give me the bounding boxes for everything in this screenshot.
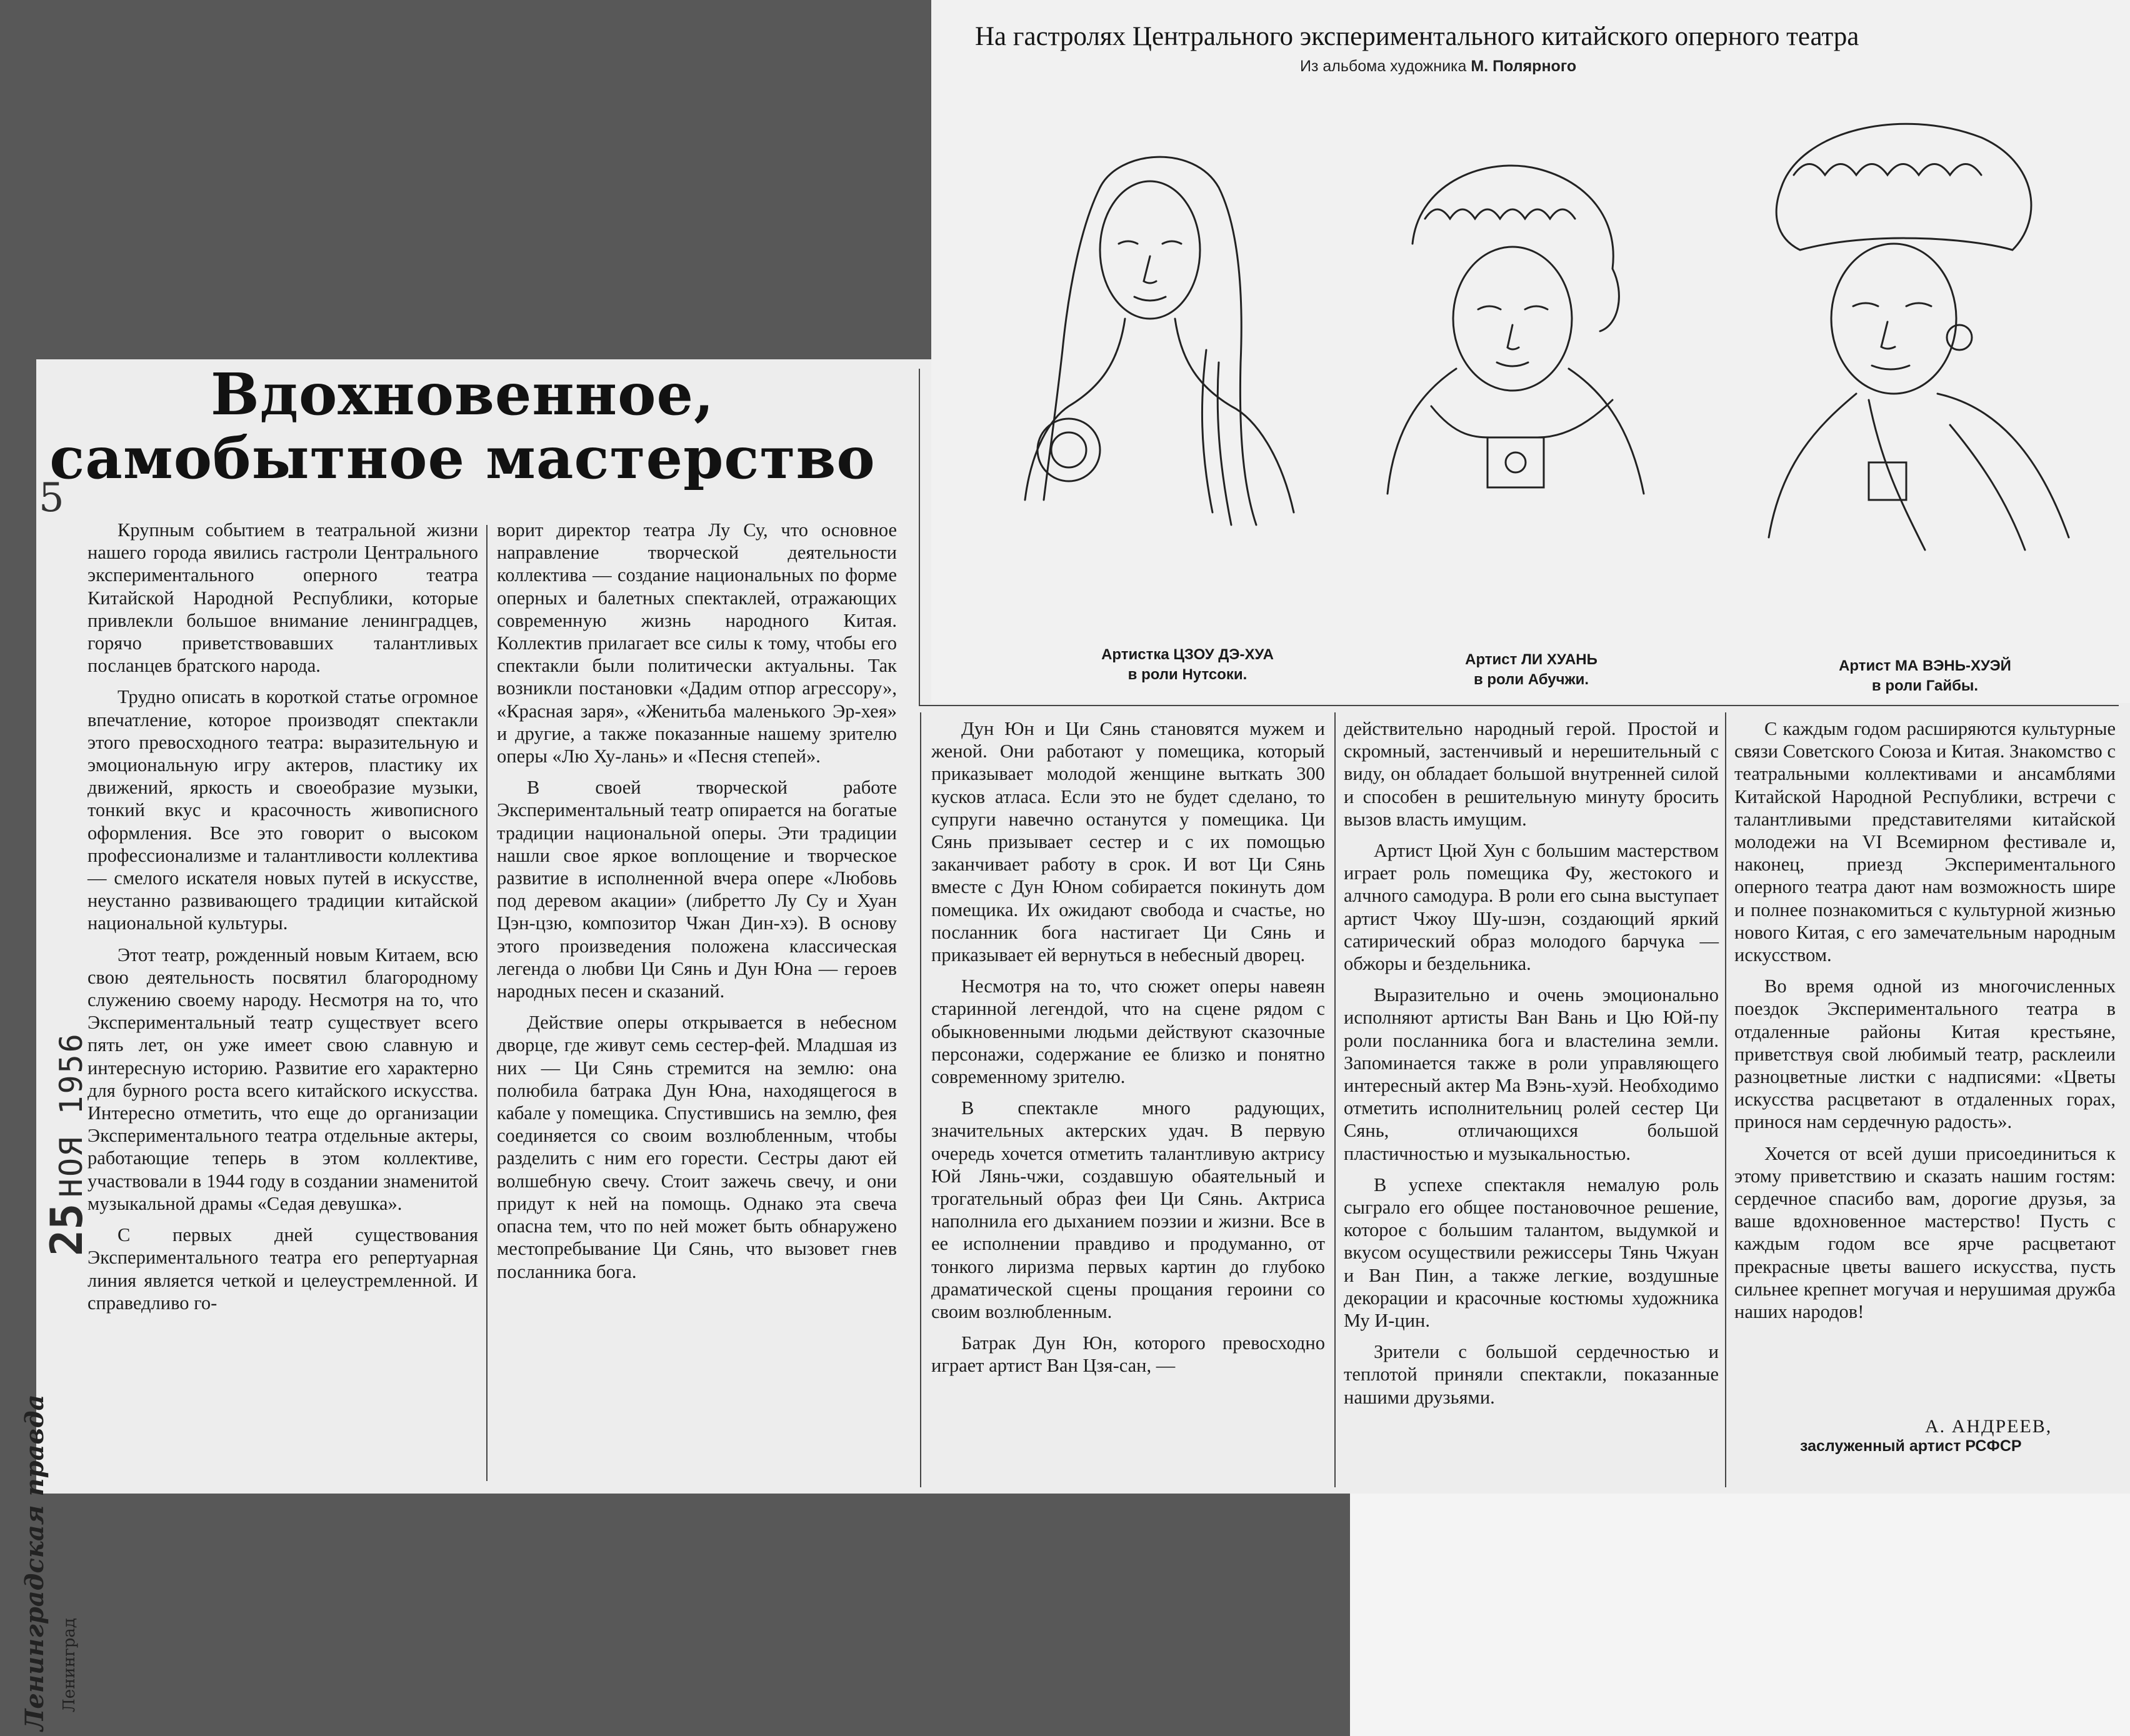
caption-1-line1: Артистка ЦЗОУ ДЭ-ХУА [1101,646,1274,663]
illustration-bottom-rule [919,705,2119,706]
col5-paragraph: С каждым годом расширяются культурные связи Советского Союза и Китая. Знакомство с театральными коллективами и ансамблями Китайской Народной Республики, встречи с талантливыми представителями китайской молодежи на VI Всемирном фестивале и, наконец, приезд Экспериментального оперного театра дают нам возможность шире и полнее познакомиться с культурной жизнью нового Китая, с его замечательным народным искусством. [1734,718,2116,966]
newspaper-masthead [20,1395,49,1732]
caption-3-line2: в роли Гайбы. [1871,677,1979,694]
col2-paragraph: В своей творческой работе Экспериментальный театр опирается на богатые традиции национальной оперы. Эти традиции нашли свое яркое воплощение и творческое развитие в исполненной вчера опере «Любовь под деревом акации» (либретто Лу Су и Хуан Цэн-цзю, композитор Чжан Дин-хэ). В основу этого произведения положена классическая легенда о любви Ци Сянь и Дун Юна — героев народных песен и сказаний. [497,777,897,1002]
illustration-title: На гастролях Центрального экспериментального китайского оперного театра [975,22,1859,51]
caption-1-line2: в роли Нутсоки. [1128,666,1248,683]
masthead-city: Ленинград [60,1618,79,1712]
col1-paragraph: Крупным событием в театральной жизни нашего города явились гастроли Центрального экспериментального оперного театра Китайской Народной Республики, которые привлекли большое внимание ленинградцев, горячо приветствовавших талантливых посланцев братского народа. [88,519,478,677]
col4-paragraph: Артист Цюй Хун с большим мастерством играет роль помещика Фу, жестокого и алчного самодура. В роли его сына выступает артист Чжоу Шу-шэн, создающий яркий сатирический образ молодого барчука — обжоры и бездельника. [1344,840,1719,975]
col4-paragraph: Зрители с большой сердечностью и теплотой приняли спектакли, показанные нашими друзьями. [1344,1341,1719,1408]
col5-paragraph: Хочется от всей души присоединиться к этому приветствию и сказать нашим гостям: сердечное спасибо вам, дорогие друзья, за ваше вдохновенное мастерство! Пусть с каждым годом все ярче расцветают прекрасные цветы вашего искусства, пусть сильнее крепнет могучая и нерушимая дружба наших народов! [1734,1142,2116,1323]
dark-backing-top [0,0,931,359]
column-rule-1 [486,525,488,1481]
masthead-city-line [60,1618,79,1712]
article-column-3 [931,717,1325,1386]
article-column-1 [88,519,478,1323]
headline-line2: самобытное мастерство [49,424,876,492]
col1-paragraph: Трудно описать в короткой статье огромное впечатление, которое производят спектакли этого превосходного театра: выразительную и эмоциональную игру актеров, пластику их движений, яркость и своеобразие музыки, тонкий вкус и красочность живописного оформления. Все это говорит о высоком профессионализме и талантливости коллектива — смелого искателя новых путей в искусстве, неустанно развивающего традиции китайской национальной культуры. [88,686,478,934]
caption-2 [1369,650,1694,690]
margin-mark: 5 [39,475,64,521]
col1-paragraph: С первых дней существования Экспериментального театра его репертуарная линия является четкой и целеустремленной. И справедливо го- [88,1224,478,1314]
col4-paragraph: В успехе спектакля немалую роль сыграло его общее постановочное решение, которое с большим талантом, выдумкой и вкусом осуществили режиссеры Тянь Чжуан и Ван Пин, а также легкие, воздушные декорации и красочные костюмы художника Му И-цин. [1344,1174,1719,1332]
caption-2-line1: Артист ЛИ ХУАНЬ [1465,651,1598,668]
column-rule-2 [920,712,921,1487]
caption-3 [1762,656,2088,696]
caption-2-line2: в роли Абучжи. [1473,671,1589,688]
caption-3-line1: Артист МА ВЭНЬ-ХУЭЙ [1839,657,2011,674]
col2-paragraph: Действие оперы открывается в небесном дворце, где живут семь сестер-фей. Младшая из них — Ци Сянь стремится на землю: она полюбила батрака Дун Юна, находящегося в кабале у помещика. Спустившись на землю, фея соединяется со своим возлюбленным, чтобы разделить с ним его горести. Сестры дают ей волшебную свечу. Стоит зажечь свечу, и они придут к ней на помощь. Однако эта свеча опасна тем, что по ней может быть обнаружено местопребывание Ци Сянь, что вызовет гнев посланника бога. [497,1012,897,1282]
caption-1 [1025,645,1350,685]
illustration-subtitle [1300,57,1576,76]
author-name: А. АНДРЕЕВ, [1925,1416,2052,1437]
col3-paragraph: Дун Юн и Ци Сянь становятся мужем и женой. Они работают у помещика, который приказывает молодой женщине выткать 300 кусков атласа. Если это не будет сделано, то супруги навечно останутся у помещика. Ци Сянь призывает сестер и с их помощью заканчивает работу в срок. И вот Ци Сянь вместе с Дун Юном собирается покинуть дом помещика. Их ожидают свобода и счастье, но посланник бога настигает Ци Сянь и приказывает ей вернуться в небесный дворец. [931,718,1325,966]
col3-paragraph: В спектакле много радующих, значительных актерских удач. В первую очередь хочется отметить талантливую актрису Юй Лянь-чжи, создавшую обаятельный и трогательный образ феи Ци Сянь. Актриса наполнила его дыханием поэзии и жизни. Все в ее исполнении правдиво и продуманно, от тонкого лиризма первых картин до глубоко драматической сцены прощания героини со своим возлюбленным. [931,1097,1325,1323]
article-column-5 [1734,717,2116,1332]
subtitle-artist: М. Полярного [1471,57,1577,75]
portrait-sketch-2 [1350,144,1675,644]
author-title: заслуженный артист РСФСР [1800,1437,2022,1455]
headline-line1: Вдохновенное, [210,361,715,428]
stamp-date: НОЯ 1956 [53,1032,89,1198]
masthead-paper: Ленинградская правда [20,1394,49,1731]
col3-paragraph: Батрак Дун Юн, которого превосходно играет артист Ван Цзя-сан, — [931,1332,1325,1377]
col3-paragraph: Несмотря на то, что сюжет оперы навеян старинной легендой, что на сцене рядом с обыкновенными людьми действуют сказочные персонажи, содержание ее близко и понятно современному зрителю. [931,975,1325,1088]
col4-paragraph: Выразительно и очень эмоционально исполняют артисты Ван Вань и Цю Юй-пу роли посланника бога и властелина земли. Запоминается также в роли управляющего интересный актер Ма Вэнь-хуэй. Необходимо отметить исполнительниц ролей сестер Ци Сянь, отличающихся большой пластичностью и музыкальностью. [1344,984,1719,1164]
article-headline [38,362,888,490]
col1-paragraph: Этот театр, рожденный новым Китаем, всю свою деятельность посвятил благородному служению своему народу. Несмотря на то, что Экспериментальный театр существует всего пять лет, он уже имеет свою славную и интересную историю. Развитие его характерно для бурного роста всего китайского искусства. Интересно отметить, что еще до организации Экспериментального театра отдельные актеры, работающие теперь в этом коллективе, участвовали в 1944 году в создании знаменитой музыкальной драмы «Седая девушка». [88,944,478,1214]
illustration-left-rule [919,369,920,706]
col4-paragraph: действительно народный герой. Простой и скромный, застенчивый и нерешительный с виду, он обладает большой внутренней силой и способен в решительную минуту бросить вызов власть имущим. [1344,718,1719,830]
stamp-day: 25 [41,1203,92,1256]
column-rule-4 [1725,712,1726,1487]
dark-backing-bottom [0,1494,1350,1736]
subtitle-prefix: Из альбома художника [1300,57,1467,75]
portrait-sketch-3 [1744,112,2094,644]
column-rule-3 [1334,712,1336,1487]
date-stamp [41,1032,92,1256]
article-column-4 [1344,717,1719,1417]
col2-paragraph: ворит директор театра Лу Су, что основное направление творческой деятельности коллектива — создание национальных по форме оперных и балетных спектаклей, отражающих современную жизнь народного Китая. Коллектив прилагает все силы к тому, чтобы его спектакли были политически актуальны. Так возникли постановки «Дадим отпор агрессору», «Красная заря», «Женитьба маленького Эр-хея» и другие, а также показанные нашему зрителю оперы «Лю Ху-лань» и «Песня степей». [497,519,897,767]
portrait-sketch-1 [994,125,1319,637]
article-column-2 [497,519,897,1292]
col5-paragraph: Во время одной из многочисленных поездок Экспериментального театра в отдаленные районы Китая крестьяне, приветствуя свой любимый театр, расклеили разноцветные листки с надписями: «Цветы искусства расцветают в отдаленных горах, принося нам сердечную радость». [1734,975,2116,1133]
